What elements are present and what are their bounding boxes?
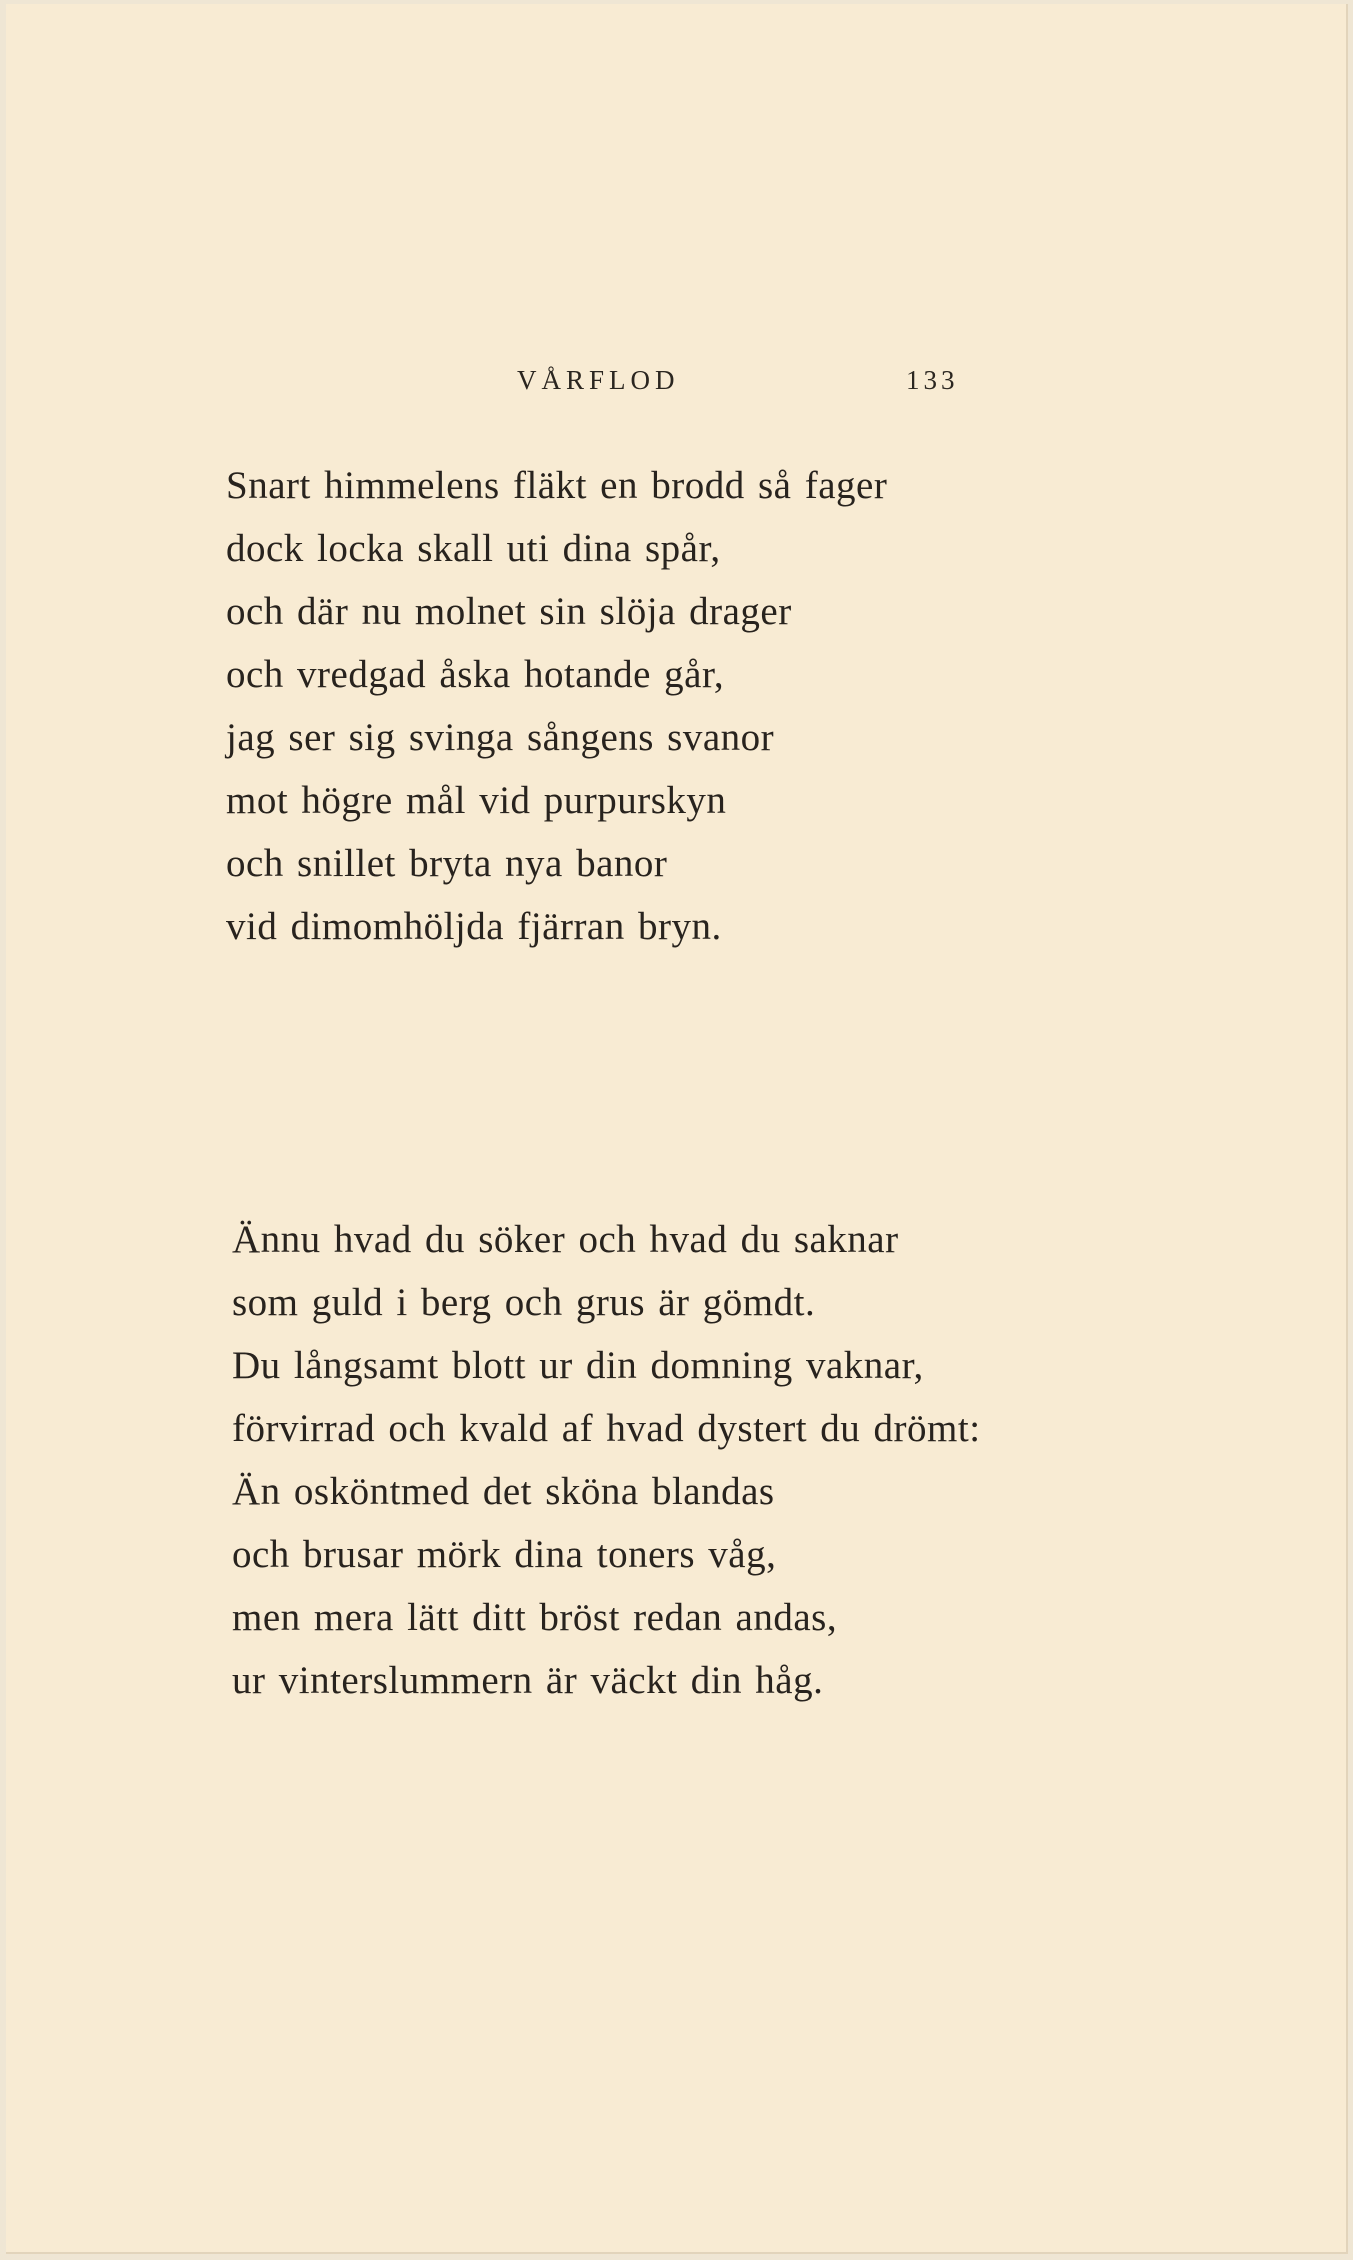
running-title: VÅRFLOD <box>517 365 680 395</box>
book-page <box>6 4 1348 2254</box>
verse-line: Ännu hvad du söker och hvad du saknar <box>232 1218 899 1261</box>
verse-line: mot högre mål vid purpurskyn <box>226 779 727 822</box>
verse-line: jag ser sig svinga sångens svanor <box>226 716 775 759</box>
verse-line: dock locka skall uti dina spår, <box>226 527 721 570</box>
verse-line: förvirrad och kvald af hvad dystert du drömt: <box>232 1407 981 1450</box>
verse-line: och där nu molnet sin slöja drager <box>226 590 792 633</box>
verse-line: som guld i berg och grus är gömdt. <box>232 1281 816 1324</box>
verse-line: och vredgad åska hotande går, <box>226 653 725 696</box>
verse-line: och brusar mörk dina toners våg, <box>232 1533 777 1576</box>
verse-line: vid dimomhöljda fjärran bryn. <box>226 905 722 948</box>
verse-line: Än osköntmed det sköna blandas <box>232 1470 775 1513</box>
verse-line: men mera lätt ditt bröst redan andas, <box>232 1596 838 1639</box>
verse-line: Snart himmelens fläkt en brodd så fager <box>226 464 888 507</box>
verse-line: och snillet bryta nya banor <box>226 842 668 885</box>
stanza-2 <box>232 1208 981 1712</box>
page-number: 133 <box>906 365 959 395</box>
verse-line: Du långsamt blott ur din domning vaknar, <box>232 1344 924 1387</box>
verse-line: ur vinterslummern är väckt din håg. <box>232 1659 824 1702</box>
stanza-1 <box>226 454 887 958</box>
page-header <box>6 365 1346 405</box>
